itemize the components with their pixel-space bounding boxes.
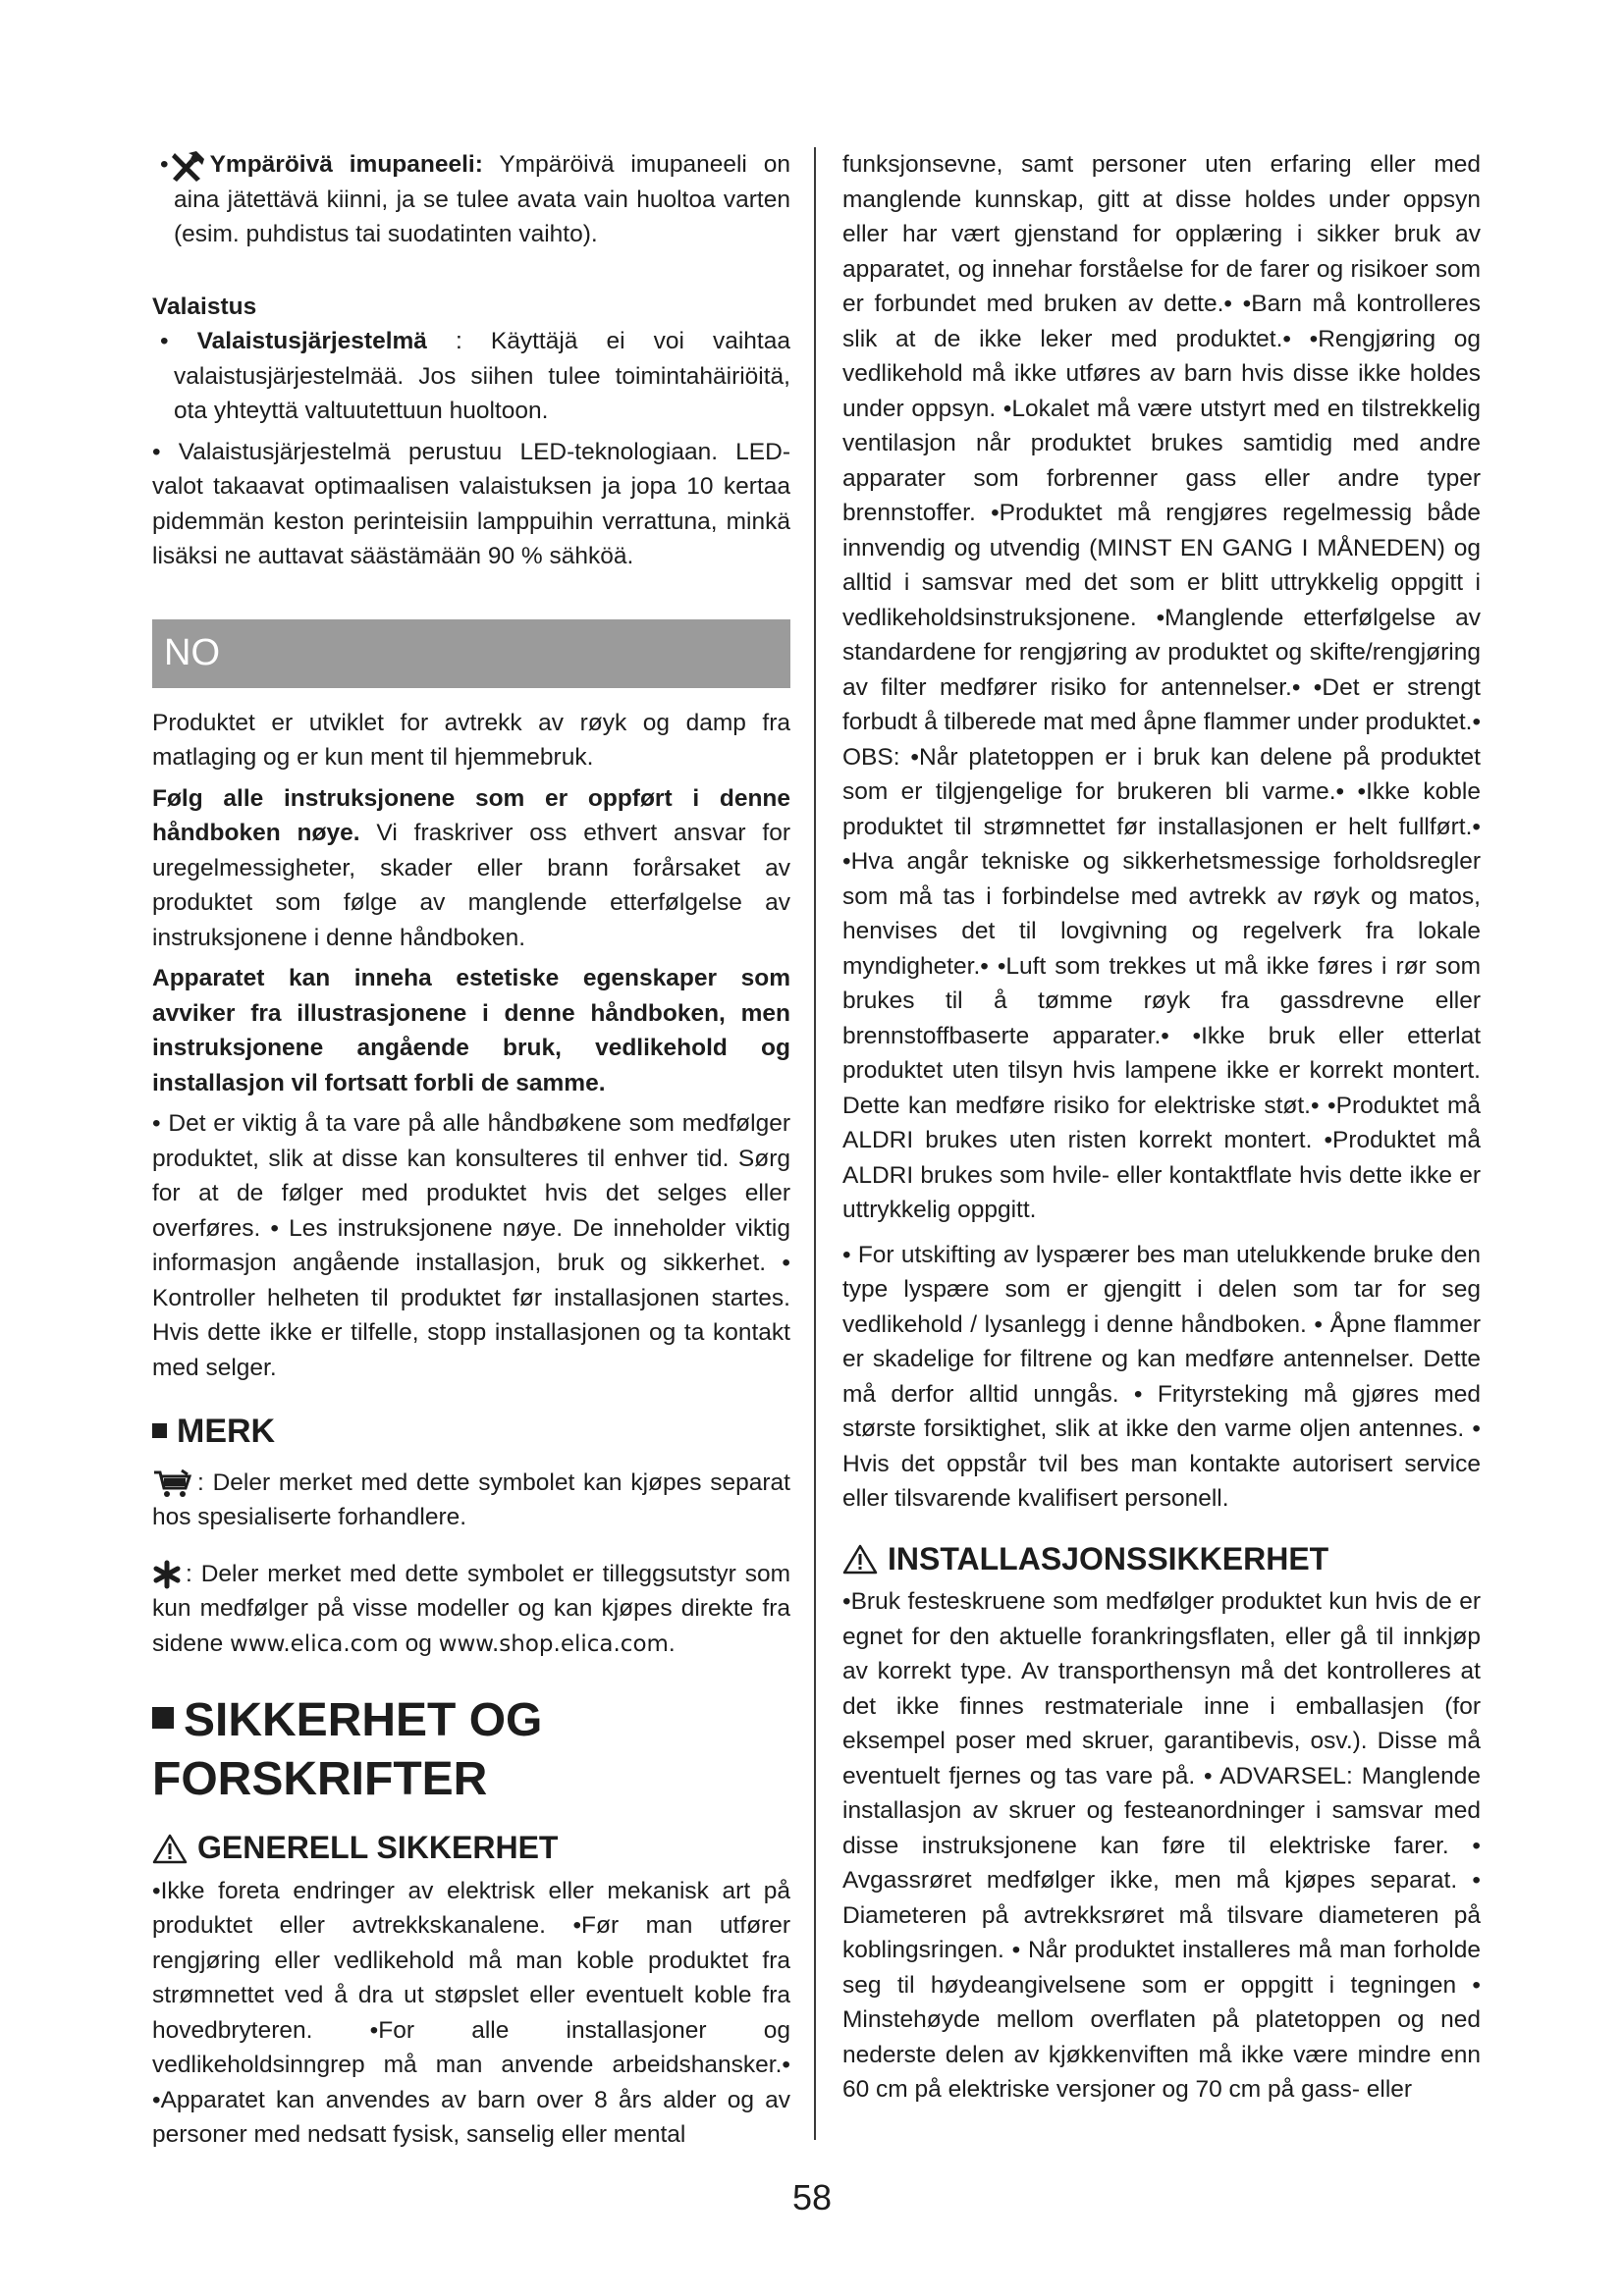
install-heading-text: INSTALLASJONSSIKKERHET bbox=[888, 1540, 1329, 1576]
follow-instructions-paragraph bbox=[152, 781, 790, 956]
language-bar bbox=[152, 619, 790, 688]
merk-cart-text: : Deler merket med dette symbolet kan kjøpes separat hos spesialiserte forhandlere. bbox=[152, 1468, 790, 1531]
valaistus-bullet-2: • Valaistusjärjestelmä perustuu LED-teknologiaan. LED-valot takaavat optimaalisen valaistuksen ja jopa 10 kertaa pidemmän keston perinteisiin lamppuihin verrattuna, minkä lisäksi ne auttavat säästämään 90 % sähköä. bbox=[152, 438, 790, 570]
safety-paragraph-continued: funksjonsevne, samt personer uten erfaring eller med manglende kunnskap, gitt at disse holdes under oppsyn eller har vært gjenstand for opplæring i sikker bruk av apparatet, og innehar forståelse for de farer og risikoer som er forbundet med bruken av dette.• •Barn må kontrolleres slik at de ikke leker med produktet.• •Rengjøring og vedlikehold må ikke utføres av barn hvis disse ikke holdes under oppsyn. •Lokalet må være utstyrt med en tilstrekkelig ventilasjon når produktet brukes samtidig med andre apparater som forbrenner gass eller andre typer brennstoffer. •Produktet må rengjøres regelmessig både innvendig og utvendig (MINST EN GANG I MÅNEDEN) og alltid i samsvar med det som er blitt uttrykkelig oppgitt i vedlikeholdsinstruksjonene. •Manglende etterfølgelse av standardene for rengjøring av produktet og skifte/rengjøring av filter medfører risiko for antennelser.• •Det er strengt forbudt å tilberede mat med åpne flammer under produktet.• OBS: •Når platetoppen er i bruk kan delene på produktet som er tilgjengelige for brukeren bli varme.• •Ikke koble produktet til strømnettet før installasjonen er helt fullført.• •Hva angår tekniske og sikkerhetsmessige forholdsregler som må tas i forbindelse med avtrekk av røyk og matos, henvises det til lovgivning og regelverk fra lokale myndigheter.• •Luft som trekkes ut må ikke føres i rør som brukes til å tømme røyk fra gassdrevne eller brennstoffbaserte apparater.• •Ikke bruk eller etterlat produktet uten tilsyn hvis lampene ikke er korrekt montert. Dette kan medføre risiko for elektriske støt.• •Produktet må ALDRI brukes uten risten korrekt montert. •Produktet må ALDRI brukes som hvile- eller kontaktflate hvis dette ikke er uttrykkelig oppgitt. bbox=[842, 151, 1482, 1223]
apparatet-paragraph: Apparatet kan inneha estetiske egenskaper som avviker fra illustrasjonene i denne håndboken, men instruksjonene angående bruk, vedlikehold og installasjon vil fortsatt forbli de samme. bbox=[152, 965, 790, 1096]
intro-paragraph: Produktet er utviklet for avtrekk av røyk og damp fra matlaging og er kun ment til hjemmebruk. bbox=[152, 709, 790, 772]
valaistus-bullet-1-text: : Käyttäjä ei voi vaihtaa valaistusjärjestelmää. Jos siihen tulee toimintahäiriöitä, ota yhteyttä valtuutettuun huoltoon. bbox=[174, 328, 790, 425]
follow-instructions-text: Vi fraskriver oss ethvert ansvar for uregelmessigheter, skader eller brann forårsaket av produktet som følge av manglende etterfølgelse av instruksjonene i denne håndboken. bbox=[152, 820, 790, 951]
follow-instructions-bold: Følg alle instruksjonene som er oppført i denne håndboken nøye. bbox=[152, 784, 790, 847]
square-bullet-icon bbox=[152, 1707, 174, 1729]
imupaneeli-text: Ympäröivä imupaneeli on aina jätettävä kiinni, ja se tulee avata vain huoltoa varten (esim. puhdistus tai suodatinten vaihto). bbox=[174, 151, 790, 248]
tool-icon bbox=[169, 149, 208, 183]
sikkerhet-heading bbox=[152, 1691, 790, 1809]
generell-heading-text: GENERELL SIKKERHET bbox=[197, 1830, 559, 1866]
imupaneeli-paragraph: • Ympäröivä imupaneeli: Ympäröivä imupaneeli on aina jätettävä kiinni, ja se tulee avata vain huoltoa varten (esim. puhdistus tai suodatinten vaihto). bbox=[152, 147, 790, 252]
shop-elica-link[interactable]: www.shop.elica.com bbox=[438, 1630, 669, 1657]
valaistus-bullet-1: • Valaistusjärjestelmä : Käyttäjä ei voi vaihtaa valaistusjärjestelmää. Jos siihen tulee toimintahäiriöitä, ota yhteyttä valtuutettuun huoltoon. bbox=[160, 328, 790, 425]
sikkerhet-heading-line2: FORSKRIFTER bbox=[152, 1753, 488, 1806]
viktig-paragraph: • Det er viktig å ta vare på alle håndbøkene som medfølger produktet, slik at disse kan konsulteres til enhver tid. Sørg for at de følger med produktet hvis det selges eller overføres. • Les instruksjonene nøye. De inneholder viktig informasjon angående installasjon, bruk og sikkerhet. • Kontroller helheten til produktet før installasjonen startes. Hvis dette ikke er tilfelle, stopp installasjonen og ta kontakt med selger. bbox=[152, 1110, 790, 1381]
merk-heading bbox=[152, 1415, 790, 1450]
right-column bbox=[842, 147, 1481, 2108]
merk-cart-paragraph bbox=[152, 1466, 790, 1535]
asterisk-icon bbox=[152, 1560, 182, 1589]
elica-link[interactable]: www.elica.com bbox=[230, 1630, 399, 1657]
page-number: 58 bbox=[791, 2177, 833, 2217]
valaistus-heading: Valaistus bbox=[152, 293, 257, 320]
merk-star-text: : Deler merket med dette symbolet er tilleggsutstyr som kun medfølger på visse modeller og kan kjøpes direkte fra sidene bbox=[152, 1560, 790, 1657]
valaistus-bullet-1-lead: Valaistusjärjestelmä bbox=[196, 328, 427, 355]
install-paragraph: •Bruk festeskruene som medfølger produktet kun hvis de er egnet for den aktuelle forankringsflaten, eller gå til innkjøp av korrekt type. Av transporthensyn må det kontrolleres at det ikke finnes restmateriale inne i emballasjen (for eksempel poser med skruer, garantibevis, osv.). Disse må eventuelt fjernes og tas vare på. • ADVARSEL: Manglende installasjon av skruer og festeanordninger i samsvar med disse instruksjonene kan føre til elektriske farer. • Avgassrøret medfølger ikke, men må kjøpes separat. • Diameteren på avtrekksrøret må tilsvare diameteren på koblingsringen. • Når produktet installeres må man forholde seg til høydeangivelsene som er oppgitt i tegningen • Minstehøyde mellom overflaten på platetoppen og ned nederste delen av kjøkkenviften må ikke være mindre enn 60 cm på elektriske versjoner og 70 cm på gass- eller bbox=[842, 1588, 1481, 2103]
language-label: NO bbox=[164, 631, 220, 673]
imupaneeli-lead: Ympäröivä imupaneeli: bbox=[209, 151, 483, 178]
merk-heading-text: MERK bbox=[177, 1413, 276, 1451]
left-column bbox=[152, 147, 790, 2153]
square-bullet-icon bbox=[152, 1423, 167, 1438]
warning-icon bbox=[152, 1833, 188, 1864]
install-heading bbox=[842, 1542, 1481, 1577]
lyspaerer-paragraph: • For utskifting av lyspærer bes man utelukkende bruke den type lyspære som er gjengitt i delen som tar for seg vedlikehold / lysanlegg i denne håndboken. • Åpne flammer er skadelige for filtrene og kan medføre antennelser. Dette må derfor alltid unngås. • Frityrsteking må gjøres med største forsiktighet, slik at ikke den varme oljen antennes. • Hvis det oppstår tvil bes man kontakte autorisert service eller tilsvarende kvalifisert personell. bbox=[842, 1241, 1481, 1512]
merk-star-paragraph bbox=[152, 1557, 790, 1663]
generell-paragraph: •Ikke foreta endringer av elektrisk eller mekanisk art på produktet eller avtrekkskanalene. •Før man utfører rengjøring eller vedlikehold må man koble produktet fra strømnettet ved å dra ut støpslet eller eventuelt koble fra hovedbryteren. •For alle installasjoner og vedlikeholdsinngrep må man anvende arbeidshansker.• •Apparatet kan anvendes av barn over 8 års alder og av personer med nedsatt fysisk, sanselig eller mental bbox=[152, 1877, 790, 2149]
web-end: . bbox=[668, 1629, 676, 1657]
column-divider bbox=[814, 147, 816, 2140]
sikkerhet-heading-line1: SIKKERHET OG bbox=[184, 1694, 543, 1747]
og-text: og bbox=[398, 1629, 439, 1657]
warning-icon bbox=[842, 1543, 878, 1575]
generell-heading bbox=[152, 1831, 790, 1866]
cart-icon bbox=[152, 1468, 193, 1498]
